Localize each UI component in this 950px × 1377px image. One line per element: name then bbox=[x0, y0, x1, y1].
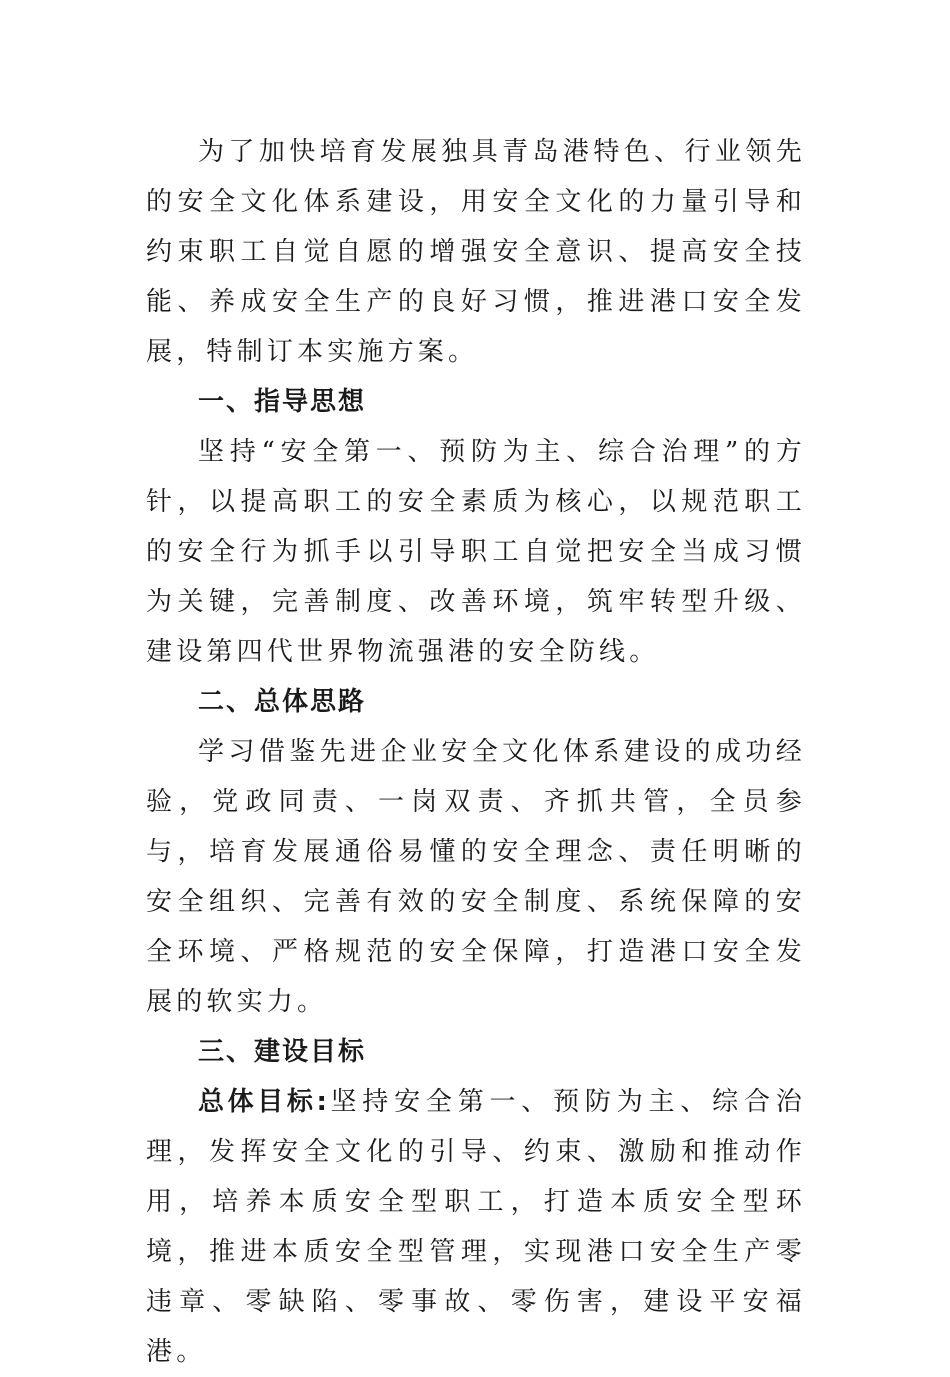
overall-goal-label: 总体目标: bbox=[198, 1087, 329, 1117]
section-heading-guiding-ideology: 一、指导思想 bbox=[198, 387, 367, 417]
section-heading-construction-goals: 三、建设目标 bbox=[198, 1037, 367, 1067]
section-body-overall-approach: 学习借鉴先进企业安全文化体系建设的成功经验，党政同责、一岗双责、齐抓共管，全员参与，培育发展通俗易懂的安全理念、责任明晰的安全组织、完善有效的安全制度、系统保障的安全环境、严格规范的安全保障，打造港口安全发展的软实力。 bbox=[146, 737, 806, 1017]
document-page bbox=[146, 127, 806, 1377]
section-body-guiding-ideology: 坚持“安全第一、预防为主、综合治理”的方针，以提高职工的安全素质为核心，以规范职工的安全行为抓手以引导职工自觉把安全当成习惯为关键，完善制度、改善环境，筑牢转型升级、建设第四代世界物流强港的安全防线。 bbox=[146, 437, 806, 667]
section-body-construction-goals bbox=[146, 1077, 806, 1377]
section-heading-overall-approach: 二、总体思路 bbox=[198, 687, 367, 717]
overall-goal-text: 坚持安全第一、预防为主、综合治理，发挥安全文化的引导、约束、激励和推动作用，培养本质安全型职工，打造本质安全型环境，推进本质安全型管理，实现港口安全生产零违章、零缺陷、零事故、零伤害，建设平安福港。 bbox=[146, 1087, 806, 1367]
intro-paragraph: 为了加快培育发展独具青岛港特色、行业领先的安全文化体系建设，用安全文化的力量引导和约束职工自觉自愿的增强安全意识、提高安全技能、养成安全生产的良好习惯，推进港口安全发展，特制订本实施方案。 bbox=[146, 137, 806, 367]
